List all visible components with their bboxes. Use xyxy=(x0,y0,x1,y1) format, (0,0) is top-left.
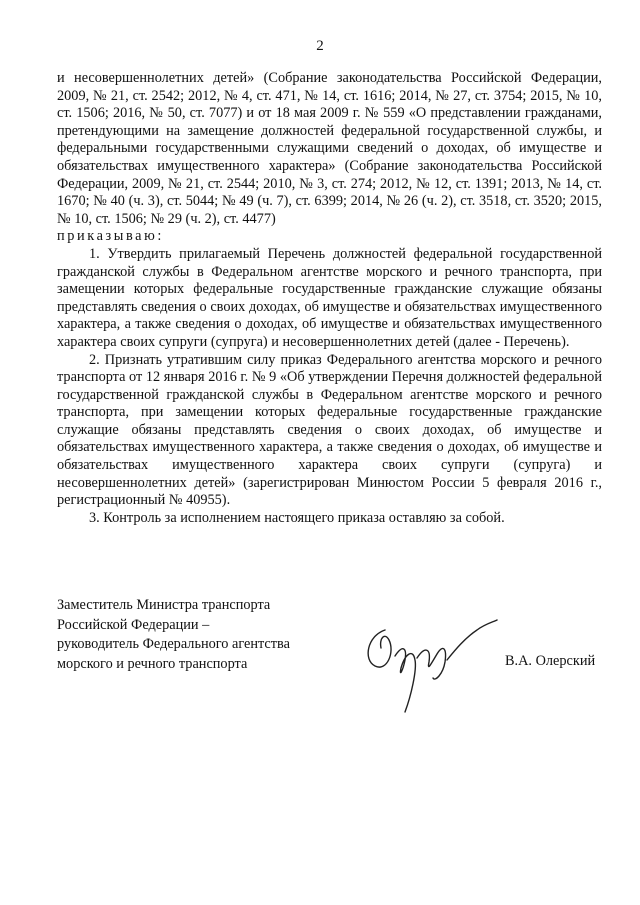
document-body xyxy=(57,70,602,527)
signer-name: В.А. Олерский xyxy=(505,653,596,669)
intro-paragraph: и несовершеннолетних детей» (Собрание законодательства Российской Федерации, 2009, № 21, ст. 2542; 2012, № 4, ст. 471, № 14, ст. 1616; 2014, № 27, ст. 3754; 2015, № 10, ст. 1506; 2016, № 50, ст. 7077) и от 18 мая 2009 г. № 559 «О представлении гражданами, претендующими на замещение должностей федеральной государственной службы, и федеральными государственными служащими сведений о доходах, об имуществе и обязательствах имущественного характера» (Собрание законодательства Российской Федерации, 2009, № 21, ст. 2544; 2010, № 3, ст. 274; 2012, № 12, ст. 1391; 2013, № 14, ст. 1670; № 40 (ч. 3), ст. 5044; № 49 (ч. 7), ст. 6399; 2014, № 26 (ч. 2), ст. 3518, ст. 3520; 2015, № 10, ст. 1506; № 29 (ч. 2), ст. 4477) xyxy=(57,70,602,227)
order-item-3: 3. Контроль за исполнением настоящего приказа оставляю за собой. xyxy=(89,509,505,526)
page-number: 2 xyxy=(316,38,324,54)
order-word: приказываю: xyxy=(57,228,164,245)
handwritten-signature xyxy=(355,608,505,718)
signatory-position xyxy=(57,596,290,674)
position-line: морского и речного транспорта xyxy=(57,655,248,672)
order-item-2: 2. Признать утратившим силу приказ Федерального агентства морского и речного транспорта от 12 января 2016 г. № 9 «Об утверждении Перечня должностей федеральной государственной гражданской службы в Федеральном агентстве морского и речного транспорта, при замещении которых федеральные государственные гражданские служащие обязаны представлять сведения о своих доходах, об имуществе и обязательствах имущественного характера, а также сведения о доходах, об имуществе и обязательствах имущественного характера своих супруги (супруга) и несовершеннолетних детей» (зарегистрирован Минюстом России 5 февраля 2016 г., регистрационный № 40955). xyxy=(57,351,602,509)
order-item-1: 1. Утвердить прилагаемый Перечень должностей федеральной государственной гражданской службы в Федеральном агентстве морского и речного транспорта, при замещении которых федеральные государственные гражданские служащие обязаны представлять сведения о своих доходах, об имуществе и обязательствах имущественного характера, а также сведения о доходах, об имуществе и обязательствах имущественного характера своих супруги (супруга) и несовершеннолетних детей (далее - Перечень). xyxy=(57,245,602,350)
position-line: Российской Федерации – xyxy=(57,616,210,633)
position-line: руководитель Федерального агентства xyxy=(57,636,290,652)
position-line: Заместитель Министра транспорта xyxy=(57,597,271,613)
